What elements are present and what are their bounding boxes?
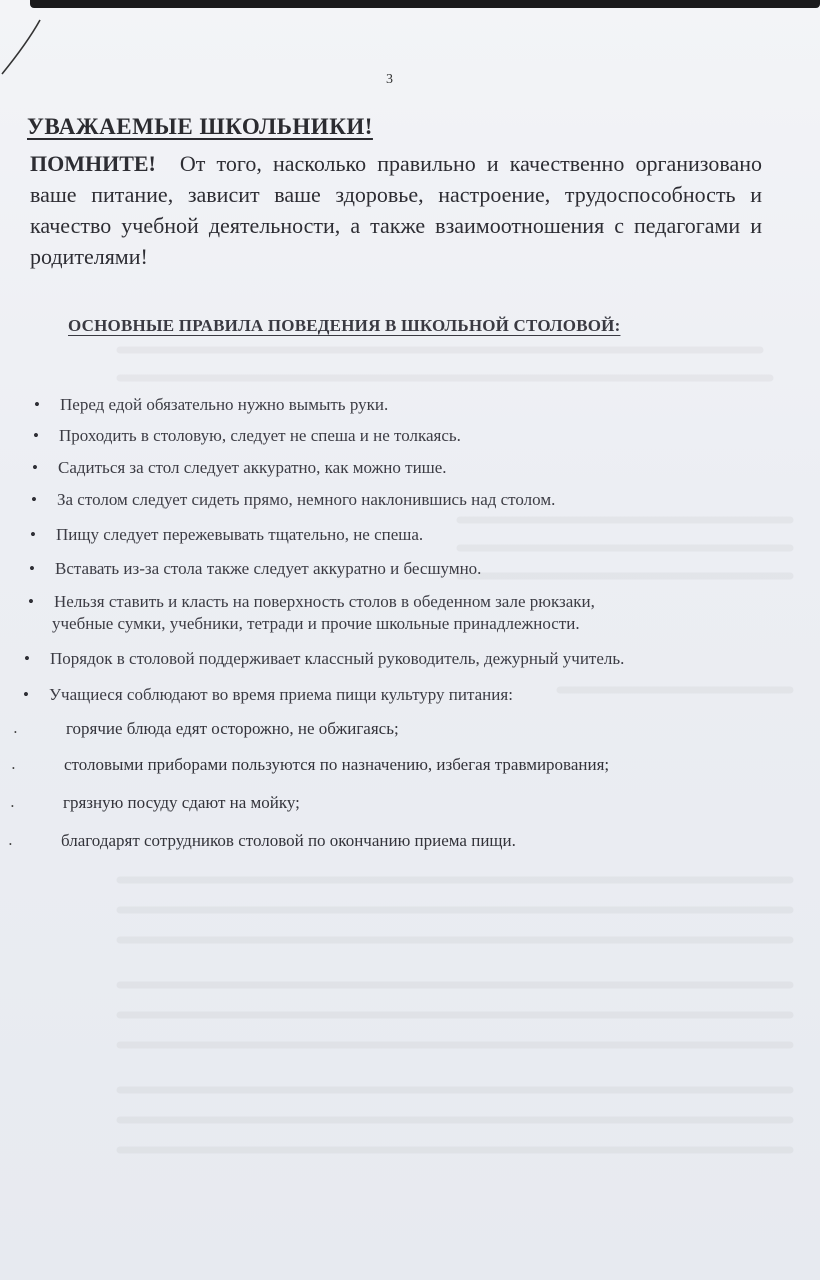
bullet-icon: • [31, 490, 37, 509]
rule-text: За столом следует сидеть прямо, немного наклонившись над столом. [57, 490, 556, 509]
rule-item [34, 394, 389, 416]
rule-text: Вставать из-за стола также следует аккуратно и бесшумно. [55, 559, 482, 578]
intro-text: От того, насколько правильно и качественно организовано ваше питание, зависит ваше здоровье, настроение, трудоспособность и качество учебной деятельности, а также взаимоотношения с педагогами и родителями! [30, 151, 762, 269]
rules-title: ОСНОВНЫЕ ПРАВИЛА ПОВЕДЕНИЯ В ШКОЛЬНОЙ СТОЛОВОЙ: [68, 316, 621, 335]
rule-item [31, 489, 556, 511]
rule-item [33, 425, 461, 447]
rule-text: Учащиеся соблюдают во время приема пищи культуру питания: [49, 685, 513, 704]
bullet-icon: • [14, 728, 17, 737]
rule-item [30, 524, 424, 546]
rule-item-continuation [52, 613, 580, 635]
scan-top-edge [30, 0, 820, 8]
bullet-icon: • [24, 649, 30, 668]
sub-rule-text: грязную посуду сдают на мойку; [63, 793, 300, 812]
sub-rule-item [14, 718, 399, 740]
sub-rule-text: благодарят сотрудников столовой по окончанию приема пищи. [61, 831, 516, 850]
page-corner-mark [0, 18, 60, 78]
bullet-icon: • [30, 525, 36, 544]
rule-text: Порядок в столовой поддерживает классный руководитель, дежурный учитель. [50, 649, 625, 668]
bullet-icon: • [11, 802, 14, 811]
sub-rule-item [11, 792, 300, 814]
bullet-icon: • [34, 395, 40, 414]
bullet-icon: • [9, 840, 12, 849]
page-number: 3 [386, 72, 393, 87]
sub-rule-text: столовыми приборами пользуются по назначению, избегая травмирования; [64, 755, 610, 774]
bullet-icon: • [12, 764, 15, 773]
sub-rule-item [9, 830, 516, 852]
rule-text: Садиться за стол следует аккуратно, как можно тише. [58, 458, 447, 477]
rule-item [29, 558, 482, 580]
greeting-heading: УВАЖАЕМЫЕ ШКОЛЬНИКИ! [27, 114, 373, 139]
rule-text: Нельзя ставить и класть на поверхность столов в обеденном зале рюкзаки, [54, 592, 595, 611]
rule-item [24, 648, 625, 670]
intro-paragraph [30, 148, 762, 272]
rule-text: Проходить в столовую, следует не спеша и не толкаясь. [59, 426, 461, 445]
rule-item [23, 684, 513, 706]
bullet-icon: • [29, 559, 35, 578]
bullet-icon: • [33, 426, 39, 445]
rule-item [32, 457, 447, 479]
rule-text: Перед едой обязательно нужно вымыть руки. [60, 395, 389, 414]
bullet-icon: • [23, 685, 29, 704]
rule-text: Пищу следует пережевывать тщательно, не спеша. [56, 525, 424, 544]
sub-rule-item [12, 754, 610, 776]
bullet-icon: • [28, 592, 34, 611]
remember-label: ПОМНИТЕ! [30, 151, 156, 176]
rule-item [28, 591, 595, 613]
bullet-icon: • [32, 458, 38, 477]
sub-rule-text: горячие блюда едят осторожно, не обжигаясь; [66, 719, 399, 738]
rule-text: учебные сумки, учебники, тетради и прочие школьные принадлежности. [52, 614, 580, 633]
